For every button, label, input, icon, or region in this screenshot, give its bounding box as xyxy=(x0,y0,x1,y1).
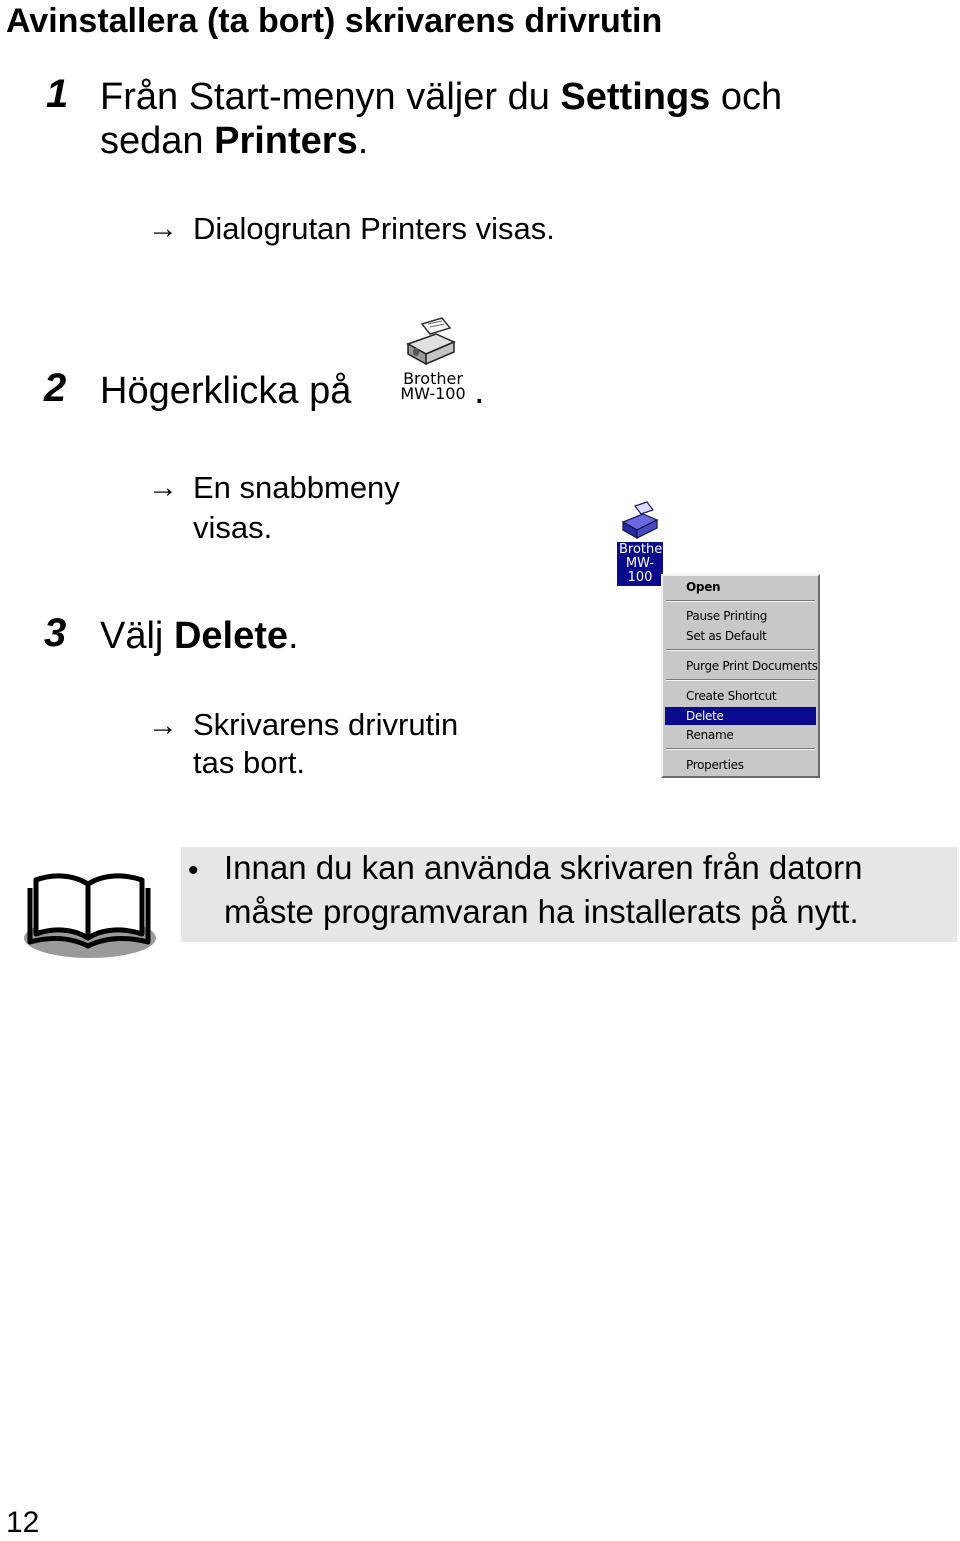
printer-icon xyxy=(617,500,667,540)
step-3-text: Välj xyxy=(100,615,164,657)
printer-icon-inline xyxy=(398,316,468,401)
step-1-settings-label: Settings xyxy=(560,76,711,118)
menu-item-pause-printing[interactable]: Pause Printing xyxy=(686,609,768,623)
step-1-result: Dialogrutan Printers visas. xyxy=(193,211,555,246)
step-1-text-post: och xyxy=(720,76,783,118)
step-1-text-line2: sedan xyxy=(100,120,204,162)
step-2-number: 2 xyxy=(44,366,67,410)
book-icon xyxy=(22,852,158,967)
menu-item-open[interactable]: Open xyxy=(686,580,721,594)
arrow-icon: → xyxy=(148,471,178,504)
page-title: Avinstallera (ta bort) skrivarens drivrutin xyxy=(6,2,663,40)
step-3-result: Skrivarens drivrutin tas bort. xyxy=(193,707,459,780)
page-number: 12 xyxy=(6,1506,40,1539)
menu-item-create-shortcut[interactable]: Create Shortcut xyxy=(686,689,777,703)
step-3-instruction xyxy=(100,614,299,658)
menu-item-delete[interactable]: Delete xyxy=(665,707,816,725)
menu-separator xyxy=(666,748,815,750)
menu-item-properties[interactable]: Properties xyxy=(686,758,744,772)
step-1-number: 1 xyxy=(46,72,69,116)
menu-item-rename[interactable]: Rename xyxy=(686,728,734,742)
selected-printer-label: Brother MW-100 xyxy=(619,542,668,585)
menu-item-purge-print-documents[interactable]: Purge Print Documents xyxy=(686,659,818,673)
menu-separator xyxy=(666,649,815,651)
step-2-text: Högerklicka på xyxy=(100,370,352,412)
printer-icon-label: Brother MW-100 xyxy=(400,369,466,403)
printer-icon xyxy=(398,316,468,366)
step-3-period: . xyxy=(288,615,299,657)
menu-separator xyxy=(666,600,815,602)
step-1-period: . xyxy=(357,120,369,162)
step-1-printers-label: Printers xyxy=(214,120,358,162)
step-1-instruction xyxy=(100,75,782,163)
step-3-delete-label: Delete xyxy=(173,615,288,657)
note-text: Innan du kan använda skrivaren från datorn måste programvaran ha installerats på nytt. xyxy=(224,849,863,930)
menu-item-set-as-default[interactable]: Set as Default xyxy=(686,629,767,643)
arrow-icon: → xyxy=(148,709,178,742)
step-1-text: Från Start-menyn väljer du xyxy=(100,76,550,118)
note-bullet: • xyxy=(188,854,199,887)
selected-printer-icon[interactable] xyxy=(617,500,667,586)
step-2-result: En snabbmeny visas. xyxy=(193,470,400,545)
step-3-number: 3 xyxy=(44,611,67,655)
step-2-period: . xyxy=(474,370,485,412)
context-menu xyxy=(661,574,820,778)
arrow-icon: → xyxy=(148,212,178,245)
menu-separator xyxy=(666,679,815,681)
